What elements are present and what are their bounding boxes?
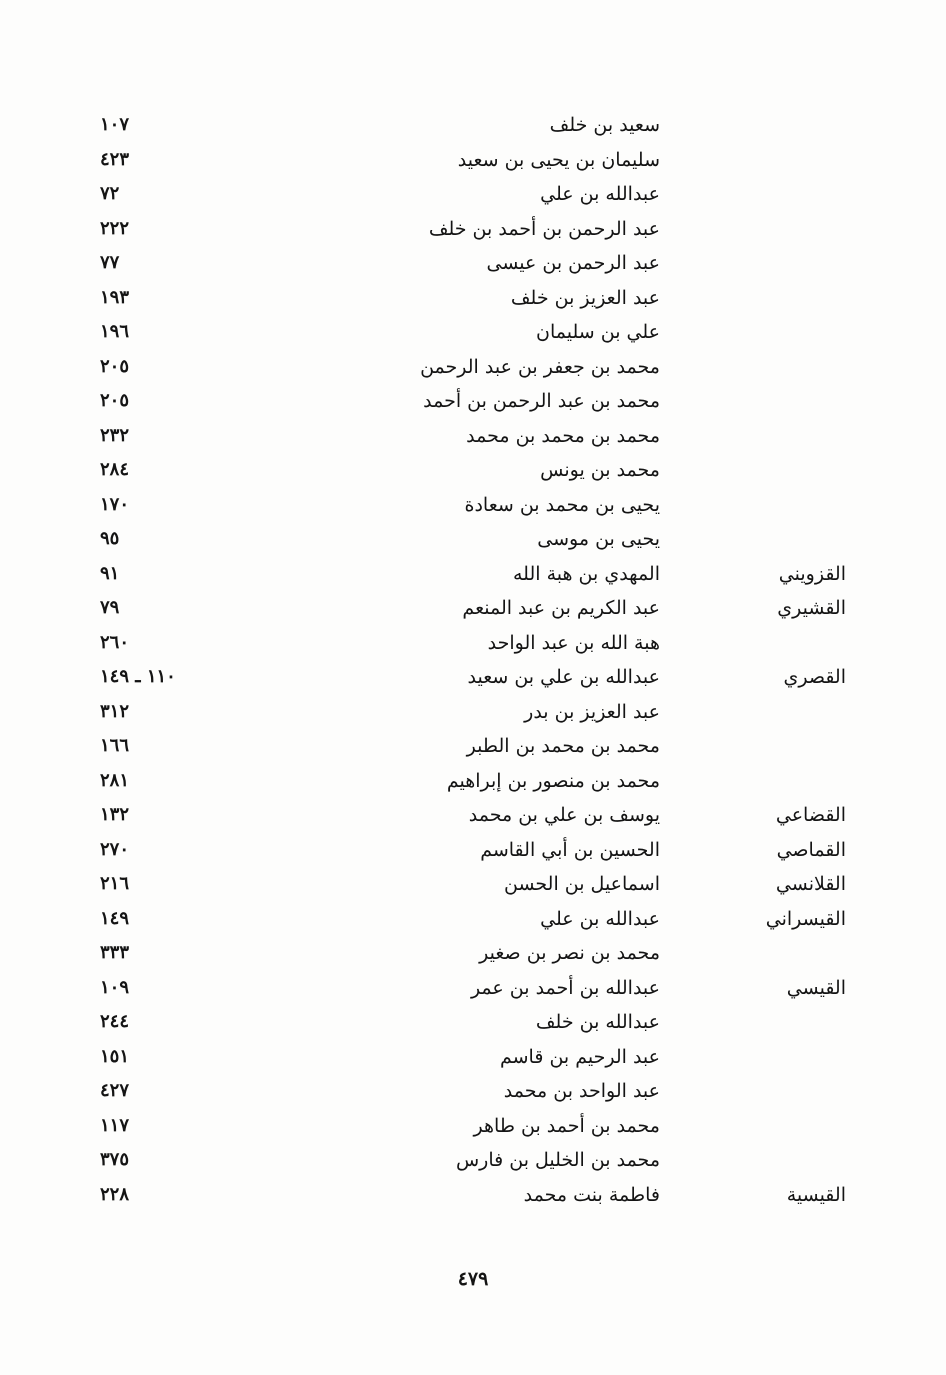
entry-nisba: القيسية [786,1183,846,1206]
entry-name: محمد بن يونس [540,459,660,481]
index-entry [0,143,946,178]
index-entry [0,488,946,523]
entry-page-ref: ٢٠٥ [100,355,130,377]
entry-name: عبد العزيز بن خلف [510,286,660,309]
entry-name: يوسف بن علي بن محمد [468,804,660,826]
entry-nisba: القيسراني [765,907,846,930]
index-entry [0,798,946,833]
index-entry [0,557,946,592]
entry-page-ref: ١٥١ [100,1045,130,1067]
entry-nisba: القصري [783,666,846,688]
index-list [0,108,946,1212]
entry-page-ref: ١٩٦ [100,321,130,342]
entry-page-ref: ١٧٠ [100,493,130,515]
entry-nisba: القيسي [786,976,846,999]
entry-name: سليمان بن يحيى بن سعيد [457,148,660,171]
entry-name: عبد الرحيم بن قاسم [499,1045,660,1068]
entry-page-ref: ١٩٣ [100,286,130,308]
entry-page-ref: ٢١٦ [100,873,130,894]
index-entry [0,212,946,247]
entry-name: عبدالله بن خلف [535,1011,660,1033]
index-entry [0,350,946,385]
entry-page-ref: ٧٧ [100,252,120,273]
entry-name: محمد بن أحمد بن طاهر [473,1114,660,1137]
index-entry [0,902,946,937]
entry-name: فاطمة بنت محمد [523,1183,660,1206]
entry-page-ref: ١٤٩ [100,907,130,929]
index-entry [0,419,946,454]
entry-page-ref: ٢٢٨ [100,1183,130,1205]
entry-page-ref: ٤٢٧ [100,1080,130,1101]
entry-name: عبد الواحد بن محمد [503,1080,660,1102]
index-entry [0,833,946,868]
entry-name: محمد بن عبد الرحمن بن أحمد [423,390,660,412]
entry-page-ref: ٧٢ [100,183,120,204]
index-entry [0,1074,946,1109]
entry-page-ref: ٩٥ [100,528,120,549]
index-entry [0,1143,946,1178]
entry-nisba: القضاعي [775,804,846,826]
entry-name: عبد الرحمن بن أحمد بن خلف [428,217,660,240]
entry-page-ref: ٣٣٣ [100,942,130,963]
entry-page-ref: ٢٦٠ [100,631,130,653]
entry-name: محمد بن محمد بن الطبر [466,735,660,757]
entry-name: عبد الكريم بن عبد المنعم [462,597,660,619]
entry-name: اسماعيل بن الحسن [503,873,660,895]
index-entry [0,591,946,626]
entry-name: عبدالله بن علي بن سعيد [467,666,660,688]
entry-name: هبة الله بن عبد الواحد [487,631,660,654]
index-entry [0,108,946,143]
index-entry [0,522,946,557]
entry-nisba: القماصي [776,838,846,861]
index-entry [0,246,946,281]
entry-page-ref: ٢٨١ [100,769,130,791]
entry-page-ref: ١٠٩ [100,976,130,998]
index-entry [0,660,946,695]
entry-name: المهدي بن هبة الله [512,562,660,585]
index-entry [0,384,946,419]
page-number: ٤٧٩ [457,1268,489,1290]
entry-page-ref: ٧٩ [100,597,120,618]
index-entry [0,281,946,316]
entry-page-ref: ٢٢٢ [100,217,130,239]
entry-nisba: القشيري [777,597,846,619]
entry-page-ref: ٢٠٥ [100,390,130,411]
entry-page-ref: ٤٢٣ [100,148,130,170]
index-entry [0,177,946,212]
index-entry [0,1178,946,1213]
entry-name: الحسين بن أبي القاسم [480,838,660,861]
entry-name: محمد بن منصور بن إبراهيم [446,769,660,792]
entry-name: عبدالله بن أحمد بن عمر [470,976,660,999]
index-entry [0,626,946,661]
entry-name: سعيد بن خلف [549,114,660,136]
entry-page-ref: ١٠٧ [100,114,130,135]
index-entry [0,453,946,488]
entry-page-ref: ١٣٢ [100,804,130,825]
index-entry [0,695,946,730]
index-entry [0,936,946,971]
entry-nisba: القزويني [778,562,846,585]
entry-page-ref: ٣٧٥ [100,1149,130,1170]
index-entry [0,729,946,764]
entry-page-ref: ٢٤٤ [100,1011,130,1032]
entry-name: يحيى بن محمد بن سعادة [464,493,660,516]
index-entry [0,315,946,350]
index-entry [0,1005,946,1040]
entry-page-ref: ٢٨٤ [100,459,130,480]
index-entry [0,867,946,902]
entry-page-ref: ٢٧٠ [100,838,130,860]
entry-name: عبد العزيز بن بدر [524,700,660,723]
entry-page-ref: ٩١ [100,562,120,584]
entry-name: علي بن سليمان [536,321,660,343]
entry-name: عبد الرحمن بن عيسى [486,252,660,274]
index-entry [0,1109,946,1144]
index-entry [0,971,946,1006]
index-entry [0,764,946,799]
index-entry [0,1040,946,1075]
entry-nisba: القلانسي [775,873,846,895]
entry-page-ref: ١٦٦ [100,735,130,756]
entry-page-ref: ٣١٢ [100,700,130,722]
entry-name: محمد بن جعفر بن عبد الرحمن [420,355,660,378]
entry-name: محمد بن الخليل بن فارس [455,1149,660,1171]
entry-page-ref: ١١٠ ـ ١٤٩ [100,666,176,687]
entry-page-ref: ١١٧ [100,1114,130,1136]
entry-name: محمد بن محمد بن محمد [466,424,660,447]
entry-name: محمد بن نصر بن صغير [479,942,660,964]
entry-page-ref: ٢٣٢ [100,424,130,446]
entry-name: يحيى بن موسى [537,528,660,550]
entry-name: عبدالله بن علي [540,907,660,930]
entry-name: عبدالله بن علي [540,183,660,205]
